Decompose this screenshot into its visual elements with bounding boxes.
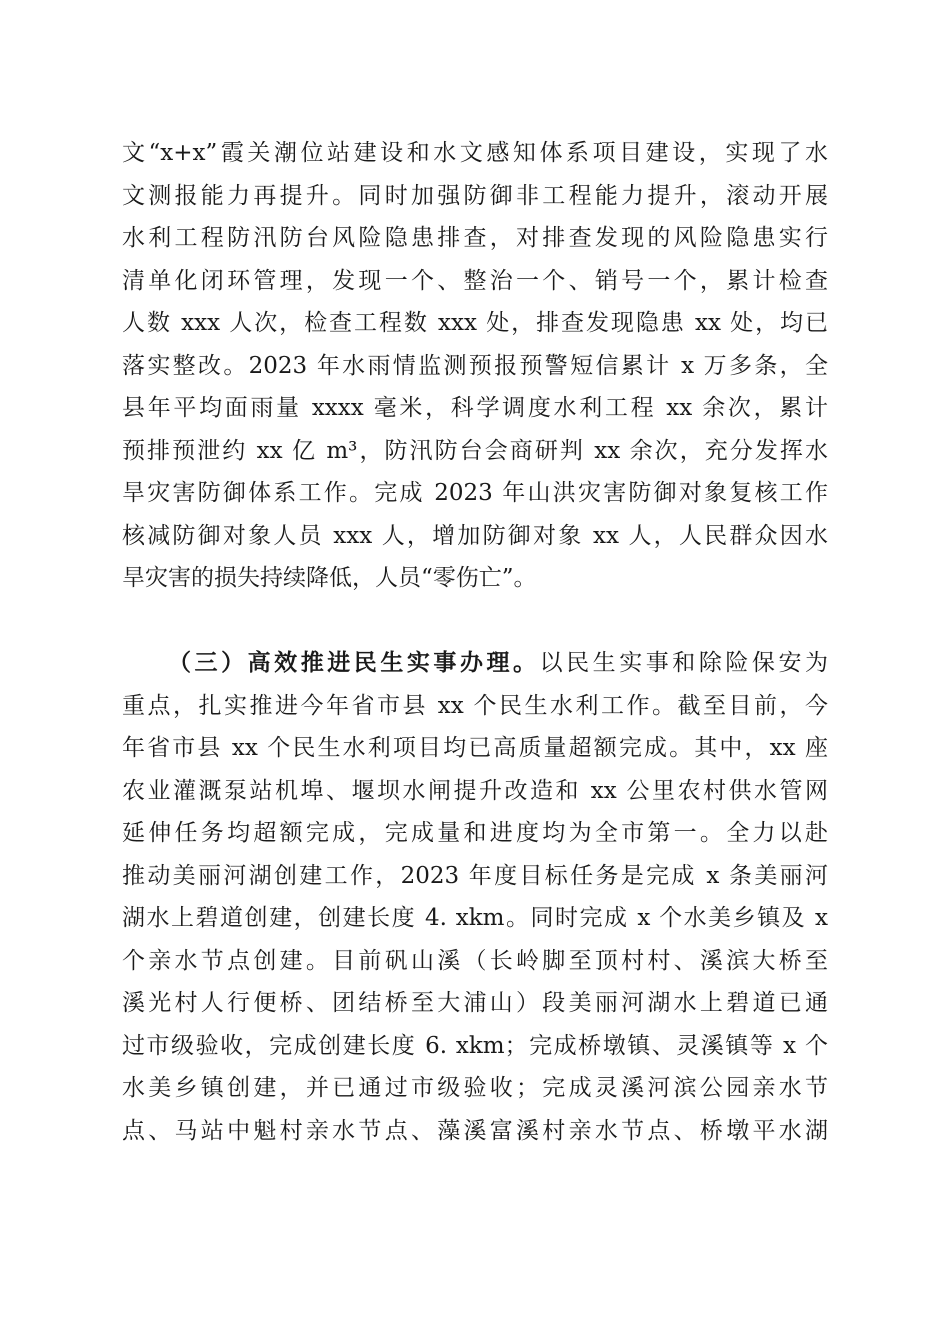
text-line: 水美乡镇创建，并已通过市级验收；完成灵溪河滨公园亲水节	[122, 1075, 828, 1101]
text-line: 文测报能力再提升。同时加强防御非工程能力提升，滚动开展	[122, 182, 828, 209]
text-line: 点、马站中魁村亲水节点、藻溪富溪村亲水节点、桥墩平水湖	[122, 1117, 828, 1144]
text-line: 县年平均面雨量 xxxx 毫米，科学调度水利工程 xx 余次，累计	[122, 395, 828, 421]
text-line: 重点，扎实推进今年省市县 xx 个民生水利工作。截至目前，今	[122, 692, 828, 719]
text-line: 溪光村人行便桥、团结桥至大浦山）段美丽河湖水上碧道已通	[122, 990, 828, 1016]
text-line: 年省市县 xx 个民生水利项目均已高质量超额完成。其中，xx 座	[122, 735, 828, 761]
section-heading-line	[122, 642, 828, 685]
text-line: 延伸任务均超额完成，完成量和进度均为全市第一。全力以赴	[122, 820, 828, 846]
text-line: 旱灾害防御体系工作。完成 2023 年山洪灾害防御对象复核工作	[122, 480, 828, 506]
text-line: 文“x+x”霞关潮位站建设和水文感知体系项目建设，实现了水	[122, 140, 828, 166]
text-line: 预排预泄约 xx 亿 m³，防汛防台会商研判 xx 余次，充分发挥水	[122, 437, 828, 464]
text-line: 个亲水节点创建。目前矾山溪（长岭脚至顶村村、溪滨大桥至	[122, 947, 828, 974]
paragraph-livelihood-projects	[122, 642, 828, 1152]
text-line: 旱灾害的损失持续降低，人员“零伤亡”。	[122, 565, 537, 591]
text-line: 过市级验收，完成创建长度 6. xkm；完成桥墩镇、灵溪镇等 x 个	[122, 1032, 828, 1059]
text-line: 农业灌溉泵站机埠、堰坝水闸提升改造和 xx 公里农村供水管网	[122, 777, 828, 804]
text-line: 核减防御对象人员 xxx 人，增加防御对象 xx 人，人民群众因水	[122, 522, 828, 549]
section-heading: （三）高效推进民生实事办理。	[168, 649, 540, 676]
heading-line-rest: 以民生实事和除险保安为	[539, 650, 829, 676]
paragraph-water-defense	[122, 132, 828, 600]
text-line: 湖水上碧道创建，创建长度 4. xkm。同时完成 x 个水美乡镇及 x	[122, 905, 828, 931]
text-line: 落实整改。2023 年水雨情监测预报预警短信累计 x 万多条，全	[122, 352, 829, 379]
text-line: 推动美丽河湖创建工作，2023 年度目标任务是完成 x 条美丽河	[122, 862, 829, 889]
text-line: 清单化闭环管理，发现一个、整治一个、销号一个，累计检查	[122, 267, 828, 294]
text-line: 水利工程防汛防台风险隐患排查，对排查发现的风险隐患实行	[122, 225, 828, 251]
text-line: 人数 xxx 人次，检查工程数 xxx 处，排查发现隐患 xx 处，均已	[122, 310, 828, 336]
